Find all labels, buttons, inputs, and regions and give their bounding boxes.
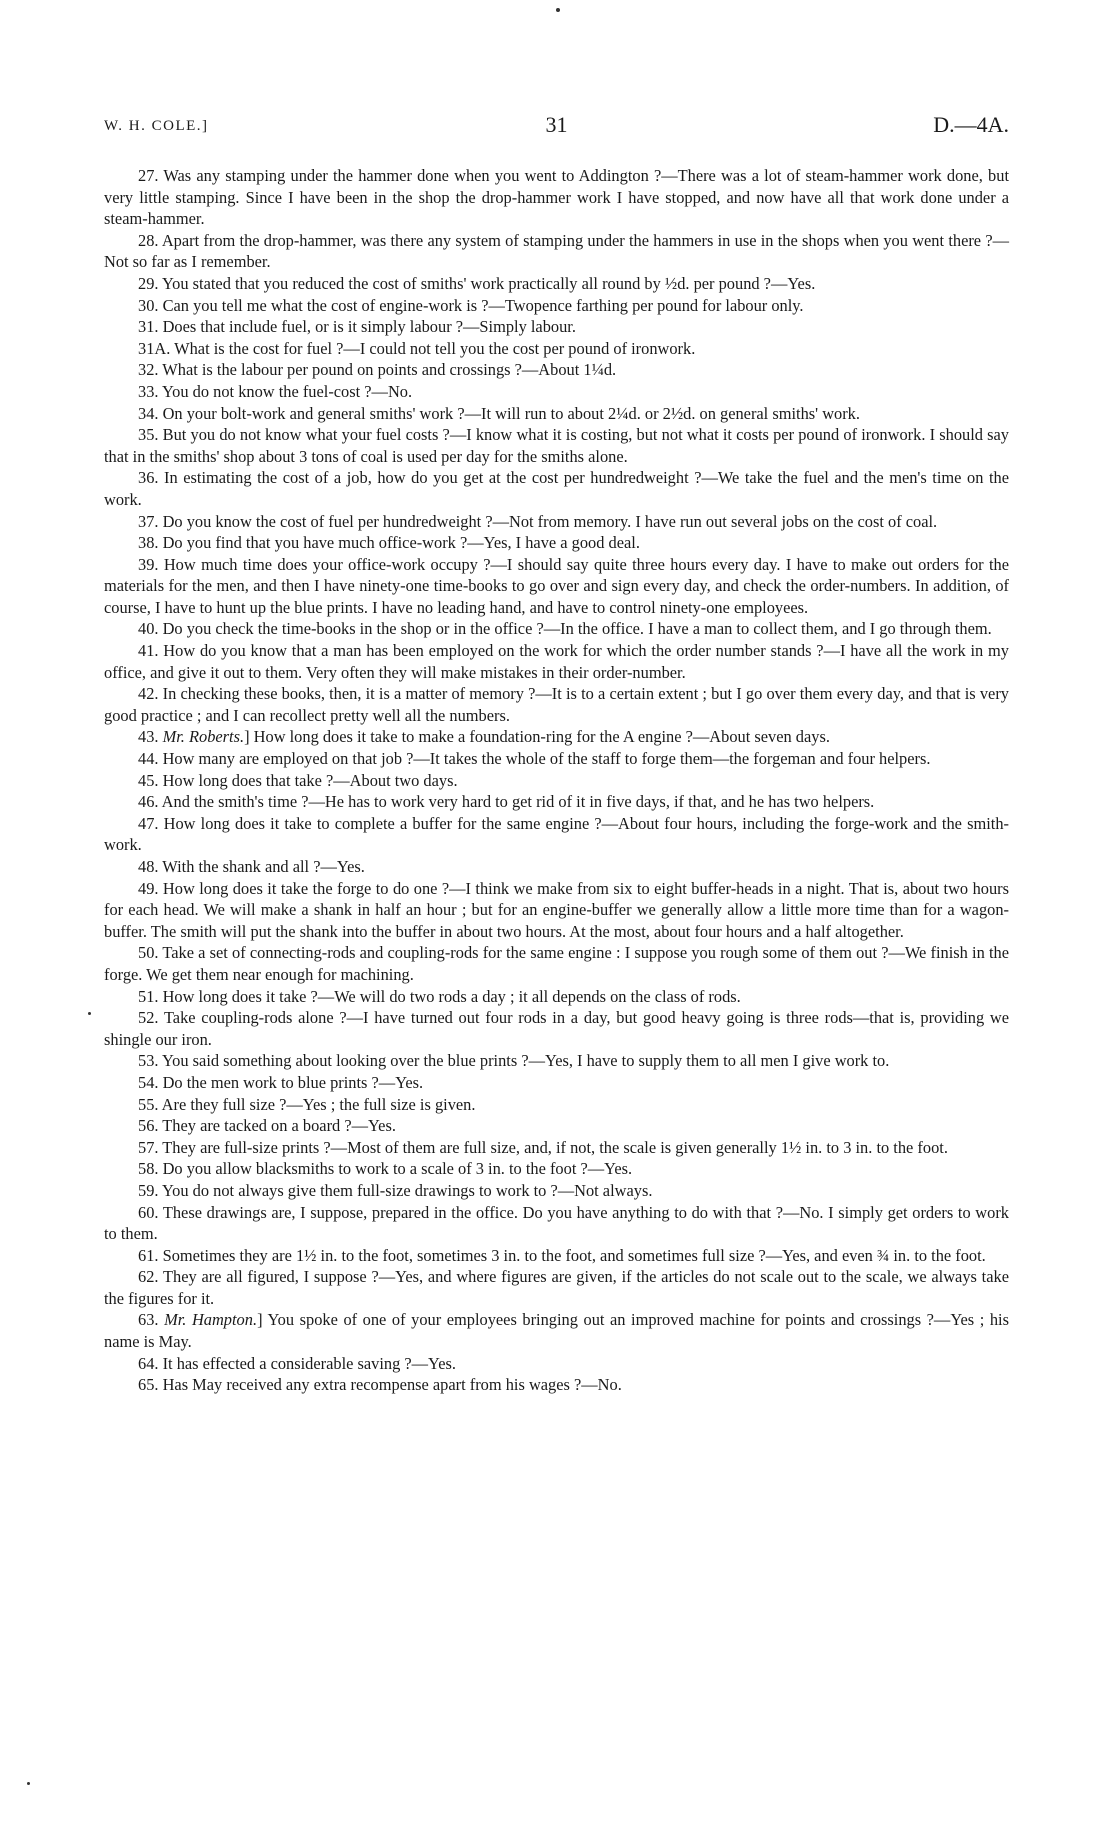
testimony-paragraph <box>104 618 1009 640</box>
paragraph-text: 55. Are they full size ?—Yes ; the full size is given. <box>138 1094 476 1114</box>
testimony-paragraph <box>104 1115 1009 1137</box>
testimony-paragraph <box>104 273 1009 295</box>
speaker-bracket: ] <box>244 727 254 747</box>
testimony-paragraph <box>104 1137 1009 1159</box>
testimony-paragraph <box>104 1072 1009 1094</box>
testimony-paragraph <box>104 1158 1009 1180</box>
paragraph-text: 45. How long does that take ?—About two days. <box>138 770 458 790</box>
testimony-paragraph <box>104 640 1009 683</box>
paragraph-text: 56. They are tacked on a board ?—Yes. <box>138 1116 396 1136</box>
paragraph-text: 49. How long does it take the forge to do one ?—I think we make from six to eight buffer-heads in a night. That is, about two hours for each head. We will make a shank in half an hour ; but for an engine-buffer we generally allow a little more time than for a wagon-buffer. The smith will put the shank into the buffer in about two hours. At the most, about four hours and a half altogether. <box>104 878 1009 941</box>
paragraph-text: 35. But you do not know what your fuel costs ?—I know what it is costing, but not what it costs per pound of ironwork. I should say that in the smiths' shop about 3 tons of coal is used per day for the smiths alone. <box>104 425 1009 466</box>
paragraph-text: 61. Sometimes they are 1½ in. to the foot, sometimes 3 in. to the foot, and sometimes full size ?—Yes, and even ¾ in. to the foot. <box>138 1245 986 1265</box>
paragraph-text: 58. Do you allow blacksmiths to work to a scale of 3 in. to the foot ?—Yes. <box>138 1159 633 1179</box>
page-header <box>104 112 1009 144</box>
testimony-paragraph <box>104 467 1009 510</box>
paragraph-text: 59. You do not always give them full-size drawings to work to ?—Not always. <box>138 1180 653 1200</box>
paragraph-text: 53. You said something about looking over the blue prints ?—Yes, I have to supply them to all men I give work to. <box>138 1051 890 1071</box>
testimony-paragraph <box>104 554 1009 619</box>
testimony-paragraph <box>104 424 1009 467</box>
testimony-paragraph <box>104 403 1009 425</box>
testimony-paragraph <box>104 791 1009 813</box>
scan-speck <box>88 1012 91 1015</box>
testimony-paragraph <box>104 165 1009 230</box>
testimony-paragraph <box>104 511 1009 533</box>
testimony-paragraph <box>104 1007 1009 1050</box>
testimony-paragraph <box>104 338 1009 360</box>
testimony-paragraph <box>104 295 1009 317</box>
document-reference: D.—4A. <box>933 112 1009 137</box>
paragraph-text: 54. Do the men work to blue prints ?—Yes. <box>138 1072 424 1092</box>
paragraph-text: 34. On your bolt-work and general smiths' work ?—It will run to about 2¼d. or 2½d. on general smiths' work. <box>138 403 860 423</box>
testimony-paragraph <box>104 1094 1009 1116</box>
paragraph-text: 31. Does that include fuel, or is it simply labour ?—Simply labour. <box>138 317 576 337</box>
testimony-paragraph <box>104 381 1009 403</box>
testimony-body <box>104 165 1009 1396</box>
paragraph-text: 46. And the smith's time ?—He has to work very hard to get rid of it in five days, if that, and he has two helpers. <box>138 792 875 812</box>
paragraph-text: 60. These drawings are, I suppose, prepared in the office. Do you have anything to do with that ?—No. I simply get orders to work to them. <box>104 1202 1009 1244</box>
testimony-paragraph <box>104 359 1009 381</box>
paragraph-text: 37. Do you know the cost of fuel per hundredweight ?—Not from memory. I have run out several jobs on the cost of coal. <box>138 511 938 531</box>
paragraph-text: You spoke of one of your employees bringing out an improved machine for points and crossings ?—Yes ; his name is May. <box>104 1310 1009 1352</box>
paragraph-text: 27. Was any stamping under the hammer done when you went to Addington ?—There was a lot of steam-hammer work done, but very little stamping. Since I have been in the shop the drop-hammer work I have stopped, and now have all that work done under a steam-hammer. <box>104 166 1009 229</box>
speaker-name: Mr. Hampton. <box>164 1310 258 1330</box>
scan-speck <box>27 1782 30 1785</box>
paragraph-text: 40. Do you check the time-books in the shop or in the office ?—In the office. I have a man to collect them, and I go through them. <box>138 619 992 639</box>
testimony-paragraph <box>104 1050 1009 1072</box>
testimony-paragraph <box>104 230 1009 273</box>
paragraph-text: 62. They are all figured, I suppose ?—Yes, and where figures are given, if the articles do not scale out to the scale, we always take the figures for it. <box>104 1267 1009 1308</box>
paragraph-text: 30. Can you tell me what the cost of engine-work is ?—Twopence farthing per pound for labour only. <box>138 295 804 315</box>
testimony-paragraph <box>104 1245 1009 1267</box>
paragraph-text: 31A. What is the cost for fuel ?—I could not tell you the cost per pound of ironwork. <box>138 338 696 358</box>
testimony-paragraph <box>104 1180 1009 1202</box>
testimony-paragraph <box>104 726 1009 748</box>
paragraph-text: 64. It has effected a considerable saving ?—Yes. <box>138 1353 457 1373</box>
testimony-paragraph <box>104 748 1009 770</box>
testimony-paragraph <box>104 986 1009 1008</box>
paragraph-text: 39. How much time does your office-work occupy ?—I should say quite three hours every day. I have to make out orders for the materials for the men, and then I have ninety-one time-books to go over and sign every day, and check the order-numbers. In addition, of course, I have to hunt up the blue prints. I have no leading hand, and have to control ninety-one employees. <box>104 554 1009 617</box>
question-number: 63. <box>138 1310 165 1330</box>
testimony-paragraph <box>104 1309 1009 1352</box>
speaker-bracket: ] <box>257 1310 268 1330</box>
paragraph-text: 33. You do not know the fuel-cost ?—No. <box>138 381 413 401</box>
testimony-paragraph <box>104 1353 1009 1375</box>
testimony-paragraph <box>104 532 1009 554</box>
header-witness-name: W. H. COLE.] <box>104 118 209 134</box>
testimony-paragraph <box>104 878 1009 943</box>
scan-speck <box>556 8 560 12</box>
testimony-paragraph <box>104 683 1009 726</box>
testimony-paragraph <box>104 813 1009 856</box>
speaker-name: Mr. Roberts. <box>162 727 245 747</box>
paragraph-text: 38. Do you find that you have much office-work ?—Yes, I have a good deal. <box>138 533 640 553</box>
paragraph-text: How long does it take to make a foundation-ring for the A engine ?—About seven days. <box>253 727 830 747</box>
testimony-paragraph <box>104 1374 1009 1396</box>
paragraph-text: 47. How long does it take to complete a buffer for the same engine ?—About four hours, including the forge-work and the smith-work. <box>104 813 1009 855</box>
paragraph-text: 44. How many are employed on that job ?—It takes the whole of the staff to forge them—the forgeman and four helpers. <box>138 749 931 769</box>
testimony-paragraph <box>104 316 1009 338</box>
testimony-paragraph <box>104 856 1009 878</box>
paragraph-text: 50. Take a set of connecting-rods and coupling-rods for the same engine : I suppose you rough some of them out ?—We finish in the forge. We get them near enough for machining. <box>104 943 1009 984</box>
paragraph-text: 42. In checking these books, then, it is a matter of memory ?—It is to a certain extent ; but I go over them every day, and that is very good practice ; and I can recollect pretty well all the numbers. <box>104 684 1009 725</box>
testimony-paragraph <box>104 1202 1009 1245</box>
testimony-paragraph <box>104 1266 1009 1309</box>
question-number: 43. <box>138 727 163 747</box>
testimony-paragraph <box>104 942 1009 985</box>
paragraph-text: 32. What is the labour per pound on points and crossings ?—About 1¼d. <box>138 360 617 380</box>
paragraph-text: 48. With the shank and all ?—Yes. <box>138 857 365 876</box>
page-number: 31 <box>545 112 568 137</box>
paragraph-text: 65. Has May received any extra recompense apart from his wages ?—No. <box>138 1375 622 1395</box>
testimony-paragraph <box>104 770 1009 792</box>
paragraph-text: 41. How do you know that a man has been employed on the work for which the order number stands ?—I have all the work in my office, and give it out to them. Very often they will make mistakes in their order-number. <box>104 641 1009 682</box>
paragraph-text: 51. How long does it take ?—We will do two rods a day ; it all depends on the class of rods. <box>138 986 741 1006</box>
paragraph-text: 36. In estimating the cost of a job, how do you get at the cost per hundredweight ?—We take the fuel and the men's time on the work. <box>104 468 1009 509</box>
paragraph-text: 57. They are full-size prints ?—Most of them are full size, and, if not, the scale is given generally 1½ in. to 3 in. to the foot. <box>138 1137 948 1157</box>
paragraph-text: 52. Take coupling-rods alone ?—I have turned out four rods in a day, but good heavy going is three rods—that is, providing we shingle our iron. <box>104 1008 1009 1049</box>
paragraph-text: 29. You stated that you reduced the cost of smiths' work practically all round by ½d. per pound ?—Yes. <box>138 273 816 293</box>
paragraph-text: 28. Apart from the drop-hammer, was there any system of stamping under the hammers in use in the shops when you went there ?—Not so far as I remember. <box>104 230 1009 272</box>
